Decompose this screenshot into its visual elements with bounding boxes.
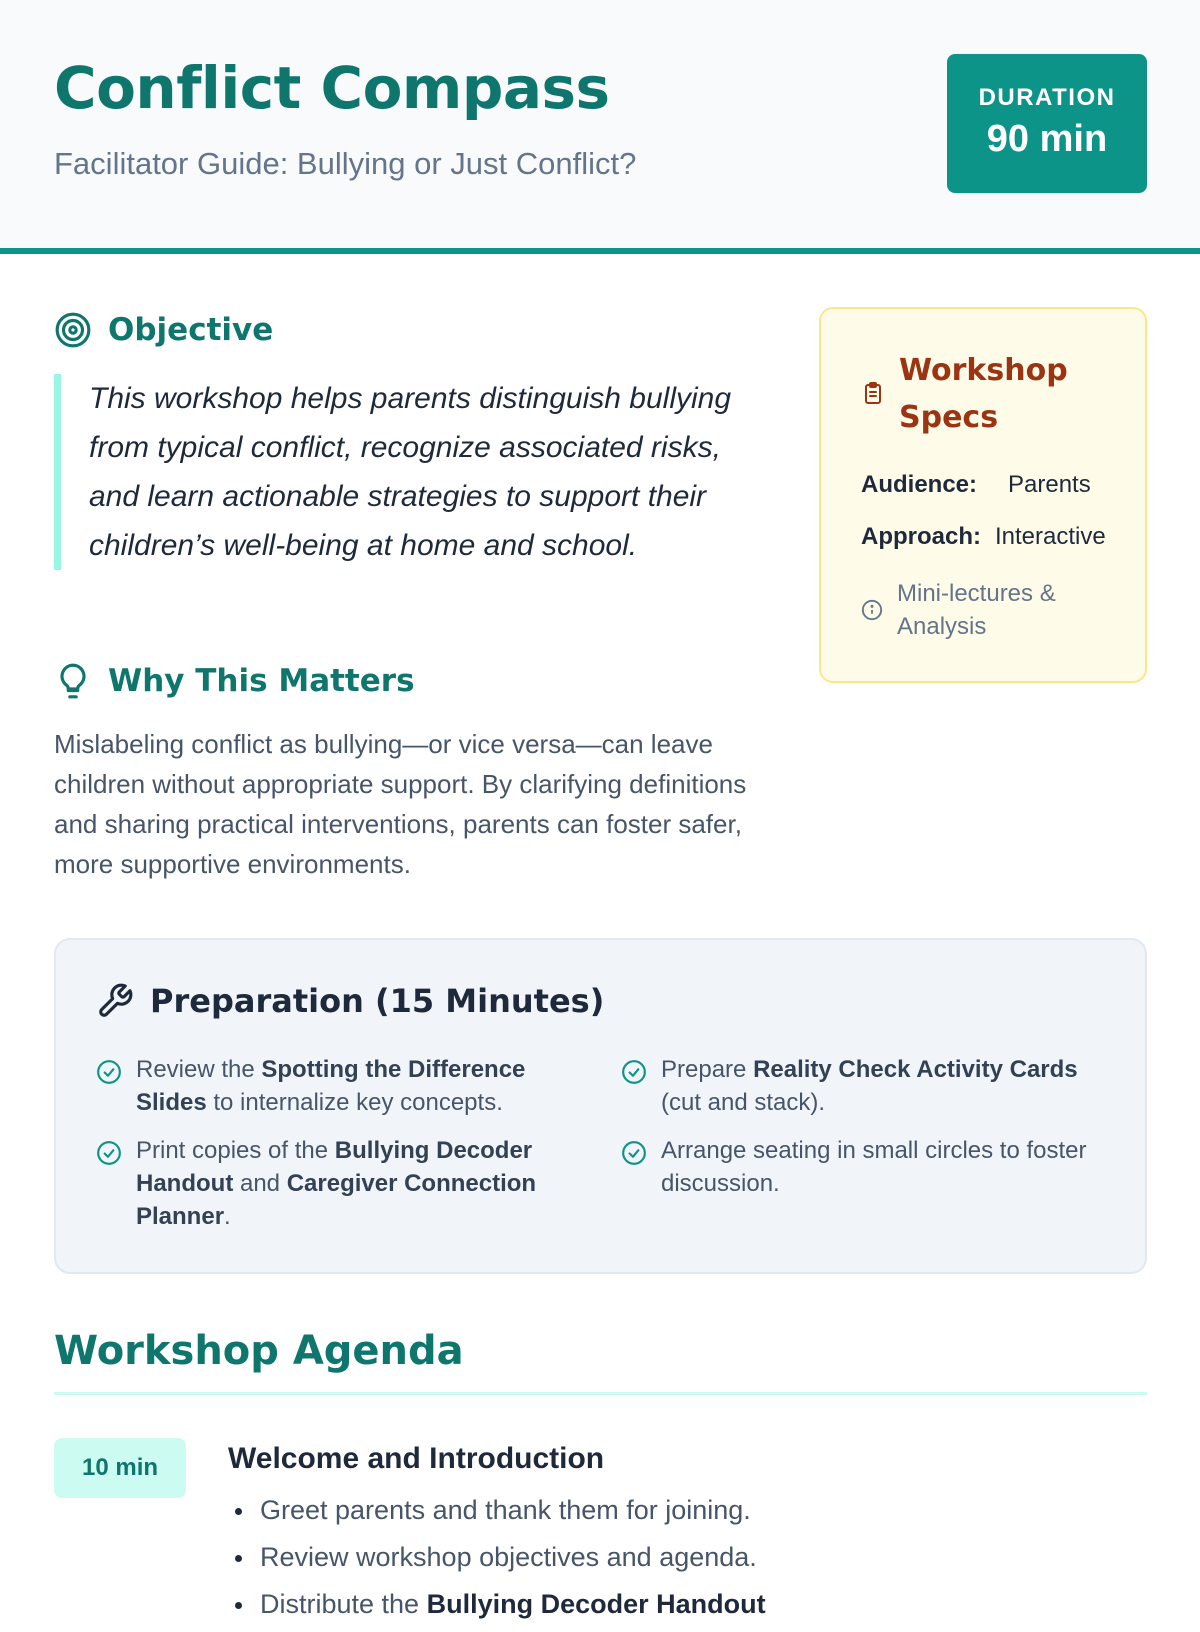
check-circle-icon — [621, 1140, 647, 1166]
clipboard-icon — [861, 381, 885, 405]
preparation-heading-text: Preparation (15 Minutes) — [150, 982, 605, 1020]
check-circle-icon — [96, 1059, 122, 1085]
why-heading-text: Why This Matters — [108, 663, 415, 699]
spec-audience-value: Parents — [1008, 471, 1091, 498]
duration-value: 90 min — [986, 118, 1108, 160]
spec-audience — [861, 471, 1091, 499]
agenda-item-bullets — [228, 1491, 766, 1632]
duration-label: DURATION — [978, 84, 1116, 111]
spec-approach — [861, 523, 1106, 551]
agenda-item-title: Welcome and Introduction — [228, 1442, 605, 1475]
info-icon — [861, 599, 883, 621]
spec-audience-label: Audience: — [861, 471, 978, 498]
agenda-heading: Workshop Agenda — [54, 1328, 464, 1374]
agenda-divider — [54, 1392, 1147, 1395]
preparation-card — [54, 938, 1147, 1274]
specs-title-line2: Specs — [899, 400, 999, 435]
list-item: Greet parents and thank them for joining. — [228, 1491, 766, 1538]
objective-quote: This workshop helps parents distinguish bullying from typical conflict, recognize associated risks, and learn actionable strategies to support their children’s well-being at home and school. — [54, 374, 774, 570]
page-title: Conflict Compass — [54, 54, 610, 122]
why-heading — [54, 662, 415, 700]
agenda-item-duration-pill: 10 min — [54, 1438, 186, 1498]
page-header — [0, 0, 1200, 254]
page-subtitle: Facilitator Guide: Bullying or Just Conflict? — [54, 146, 637, 181]
target-icon — [54, 311, 92, 349]
spec-note-line1: Mini-lectures & — [897, 580, 1056, 607]
objective-heading — [54, 311, 273, 349]
spec-note — [861, 577, 1056, 643]
list-item: Distribute the Bullying Decoder Handout — [228, 1585, 766, 1632]
prep-item-slides: Review the Spotting the Difference Slides to internalize key concepts. — [96, 1053, 556, 1119]
prep-item-seating: Arrange seating in small circles to foster discussion. — [621, 1134, 1121, 1200]
spec-approach-value: Interactive — [995, 523, 1106, 550]
spec-note-line2: Analysis — [897, 613, 987, 640]
duration-badge — [947, 54, 1147, 193]
lightbulb-icon — [54, 662, 92, 700]
prep-item-print: Print copies of the Bullying Decoder Handout and Caregiver Connection Planner. — [96, 1134, 556, 1233]
spec-approach-label: Approach: — [861, 523, 981, 550]
objective-heading-text: Objective — [108, 312, 274, 348]
prep-item-cards: Prepare Reality Check Activity Cards (cut and stack). — [621, 1053, 1121, 1119]
specs-heading — [861, 347, 1068, 441]
why-paragraph: Mislabeling conflict as bullying—or vice versa—can leave children without appropriate support. By clarifying definitions and sharing practical interventions, parents can foster safer, more supportive environments. — [54, 729, 747, 879]
preparation-heading — [96, 982, 604, 1020]
check-circle-icon — [621, 1059, 647, 1085]
wrench-icon — [96, 982, 134, 1020]
workshop-specs-card — [819, 307, 1147, 683]
list-item: Review workshop objectives and agenda. — [228, 1538, 766, 1585]
specs-title-line1: Workshop — [899, 353, 1068, 388]
check-circle-icon — [96, 1140, 122, 1166]
